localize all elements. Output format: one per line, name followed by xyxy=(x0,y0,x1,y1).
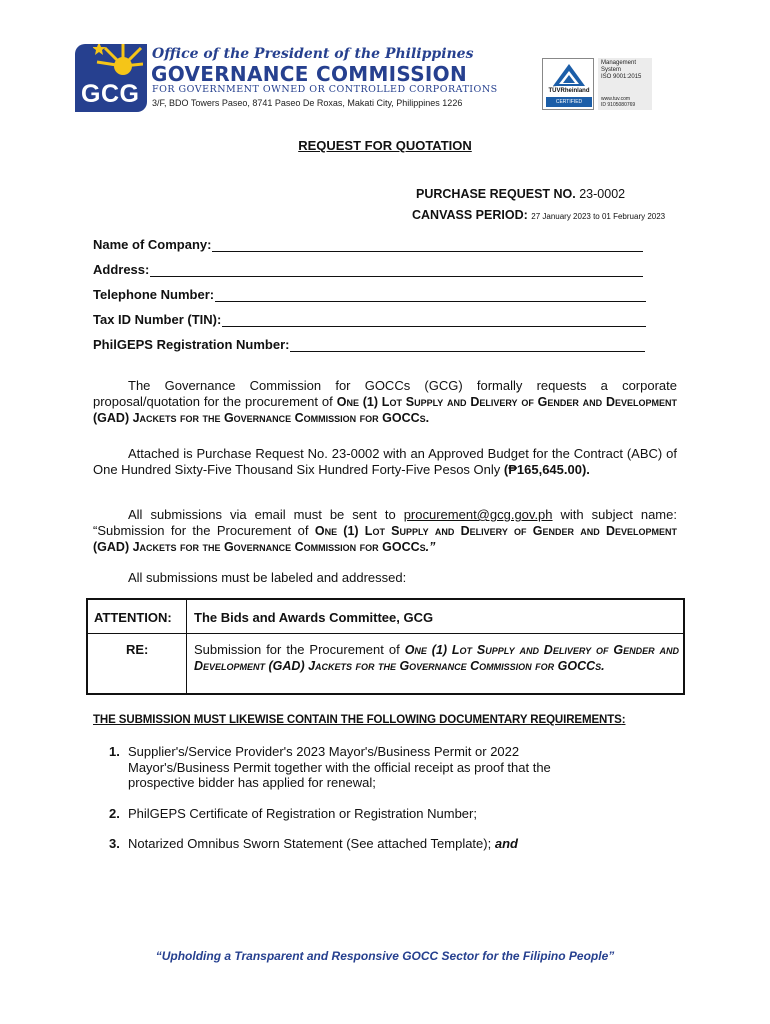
email-paragraph: All submissions via email must be sent to procurement@gcg.gov.ph with subject name: “Submission for the Procurement of One (1) Lot Supply and Delivery of Gender and Development (GAD) Jackets for the Governance Commission for GOCCs.” xyxy=(93,507,677,554)
footer-tagline: “Upholding a Transparent and Responsive GOCC Sector for the Filipino People” xyxy=(155,949,615,963)
tuv-brand: TÜVRheinland xyxy=(548,88,590,94)
labeled-paragraph: All submissions must be labeled and addressed: xyxy=(128,570,407,585)
address-field[interactable]: Address: xyxy=(93,262,643,277)
iso-info xyxy=(598,58,652,110)
requirement-item: 1. Supplier's/Service Provider's 2023 Mayor's/Business Permit or 2022 Mayor's/Business Permit together with the official receipt as proof that the prospective bidder has applied for renewal; xyxy=(109,744,551,790)
iso-system: Management System ISO 9001:2015 xyxy=(601,60,642,80)
company-name-field[interactable]: Name of Company: xyxy=(93,237,643,252)
re-label: RE: xyxy=(126,642,149,657)
requirement-item: 3. Notarized Omnibus Sworn Statement (See attached Template); and xyxy=(109,836,518,851)
commission-subtitle: FOR GOVERNMENT OWNED OR CONTROLLED CORPORATIONS xyxy=(152,84,498,95)
logo-text: GCG xyxy=(81,80,140,108)
tuv-triangle-icon xyxy=(552,63,586,87)
requirements-heading: THE SUBMISSION MUST LIKEWISE CONTAIN THE FOLLOWING DOCUMENTARY REQUIREMENTS: xyxy=(93,714,626,726)
sun-icon xyxy=(93,44,143,78)
purchase-request-number: PURCHASE REQUEST NO. 23-0002 xyxy=(416,187,626,201)
requirement-item: 2. PhilGEPS Certificate of Registration or Registration Number; xyxy=(109,806,477,821)
commission-name: GOVERNANCE COMMISSION xyxy=(151,62,467,86)
canvass-period: CANVASS PERIOD: 27 January 2023 to 01 February 2023 xyxy=(412,208,666,222)
intro-paragraph: The Governance Commission for GOCCs (GCG) formally requests a corporate proposal/quotation for the procurement of One (1) Lot Supply and Delivery of Gender and Development (GAD) Jackets for the Governance Commission for GOCCs. xyxy=(93,378,677,425)
certified-badge: CERTIFIED xyxy=(546,97,592,107)
tuv-logo xyxy=(542,58,594,110)
gcg-logo xyxy=(75,44,147,112)
attention-table xyxy=(86,598,685,695)
office-title: Office of the President of the Philippines xyxy=(152,46,474,62)
attention-label: ATTENTION: xyxy=(94,610,172,625)
procurement-email-link[interactable]: procurement@gcg.gov.ph xyxy=(403,507,553,522)
re-value: Submission for the Procurement of One (1) Lot Supply and Delivery of Gender and Development (GAD) Jackets for the Governance Commission for GOCCs. xyxy=(194,642,679,673)
office-address: 3/F, BDO Towers Paseo, 8741 Paseo De Roxas, Makati City, Philippines 1226 xyxy=(152,98,463,108)
document-title: REQUEST FOR QUOTATION xyxy=(298,138,472,153)
attention-value: The Bids and Awards Committee, GCG xyxy=(194,610,434,625)
telephone-field[interactable]: Telephone Number: xyxy=(93,287,646,302)
budget-paragraph: Attached is Purchase Request No. 23-0002 with an Approved Budget for the Contract (ABC) of One Hundred Sixty-Five Thousand Six Hundred Forty-Five Pesos Only (₱165,645.00). xyxy=(93,446,677,477)
philgeps-field[interactable]: PhilGEPS Registration Number: xyxy=(93,337,645,352)
iso-reference: www.tuv.com ID 9105080769 xyxy=(601,96,636,108)
tin-field[interactable]: Tax ID Number (TIN): xyxy=(93,312,646,327)
iso-certification-badge xyxy=(542,58,652,110)
